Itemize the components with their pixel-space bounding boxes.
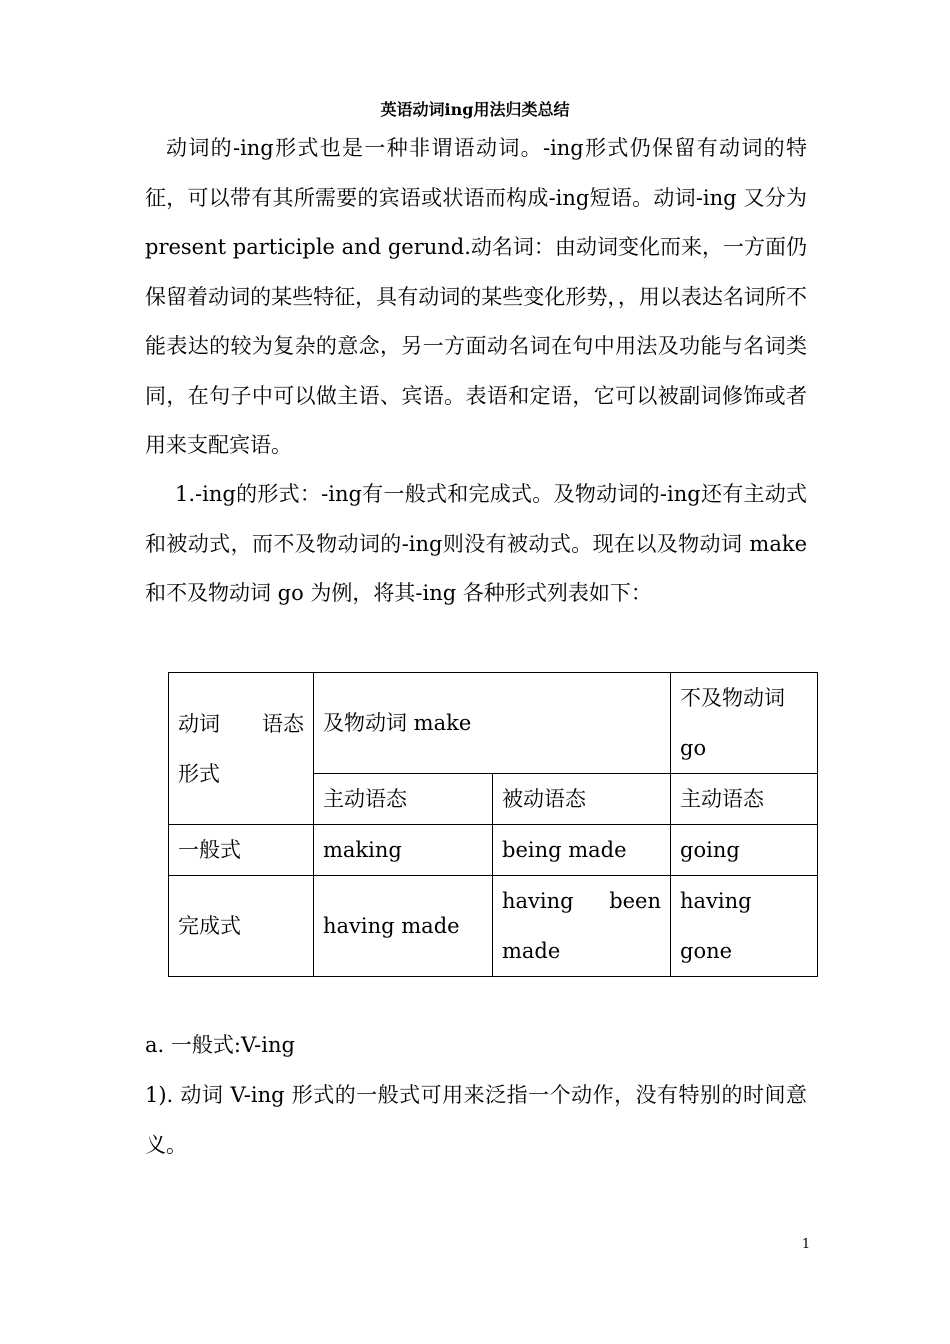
table-row — [169, 876, 818, 977]
table-row — [169, 825, 818, 876]
passive-cell — [493, 876, 671, 977]
passive-cell-line2: made — [502, 939, 561, 963]
ing-forms-table — [168, 672, 818, 977]
passive-voice-cell: 被动语态 — [493, 774, 671, 825]
active-voice-cell: 主动语态 — [314, 774, 493, 825]
form-cell: 一般式 — [169, 825, 314, 876]
passive-cell: being made — [493, 825, 671, 876]
active-cell: making — [314, 825, 493, 876]
passive-word-having: having — [502, 889, 574, 913]
table-header-row — [169, 673, 818, 774]
corner-header-cell — [169, 673, 314, 825]
corner-word-voice: 语态 — [262, 711, 304, 736]
page-number: 1 — [801, 1237, 811, 1252]
intro-paragraph: 动词的-ing形式也是一种非谓语动词。-ing形式仍保留有动词的特征，可以带有其所需要的宾语或状语而构成-ing短语。动词-ing 又分为present participle and gerund.动名词：由动词变化而来，一方面仍保留着动词的某些特征，具有动词的某些变化形势，，用以表达名词所不能表达的较为复杂的意念，另一方面动名词在句中用法及功能与名词类同，在句子中可以做主语、宾语。表语和定语，它可以被副词修饰或者用来支配宾语。 — [145, 136, 807, 457]
intransitive-cell: having gone — [671, 876, 818, 977]
corner-header-line2: 形式 — [178, 761, 220, 786]
transitive-header-cell: 及物动词 make — [314, 673, 671, 774]
passive-word-been: been — [609, 889, 662, 913]
intransitive-cell: going — [671, 825, 818, 876]
intransitive-header-cell: 不及物动词 go — [671, 673, 818, 774]
section1-paragraph: 1.-ing的形式：-ing有一般式和完成式。及物动词的-ing还有主动式和被动式，而不及物动词的-ing则没有被动式。现在以及物动词 make 和不及物动词 go 为例，将其-ing 各种形式列表如下： — [145, 482, 807, 605]
passive-cell-line1 — [502, 876, 661, 926]
active-voice-cell-2: 主动语态 — [671, 774, 818, 825]
item-1-paragraph: 1). 动词 V-ing 形式的一般式可用来泛指一个动作，没有特别的时间意义。 — [145, 1083, 807, 1157]
subsection-a-heading: a. 一般式:V-ing — [145, 1033, 295, 1057]
form-cell: 完成式 — [169, 876, 314, 977]
document-title: 英语动词ing用法归类总结 — [380, 100, 570, 119]
corner-word-verb: 动词 — [178, 711, 220, 736]
corner-header-line1 — [178, 699, 304, 749]
active-cell: having made — [314, 876, 493, 977]
